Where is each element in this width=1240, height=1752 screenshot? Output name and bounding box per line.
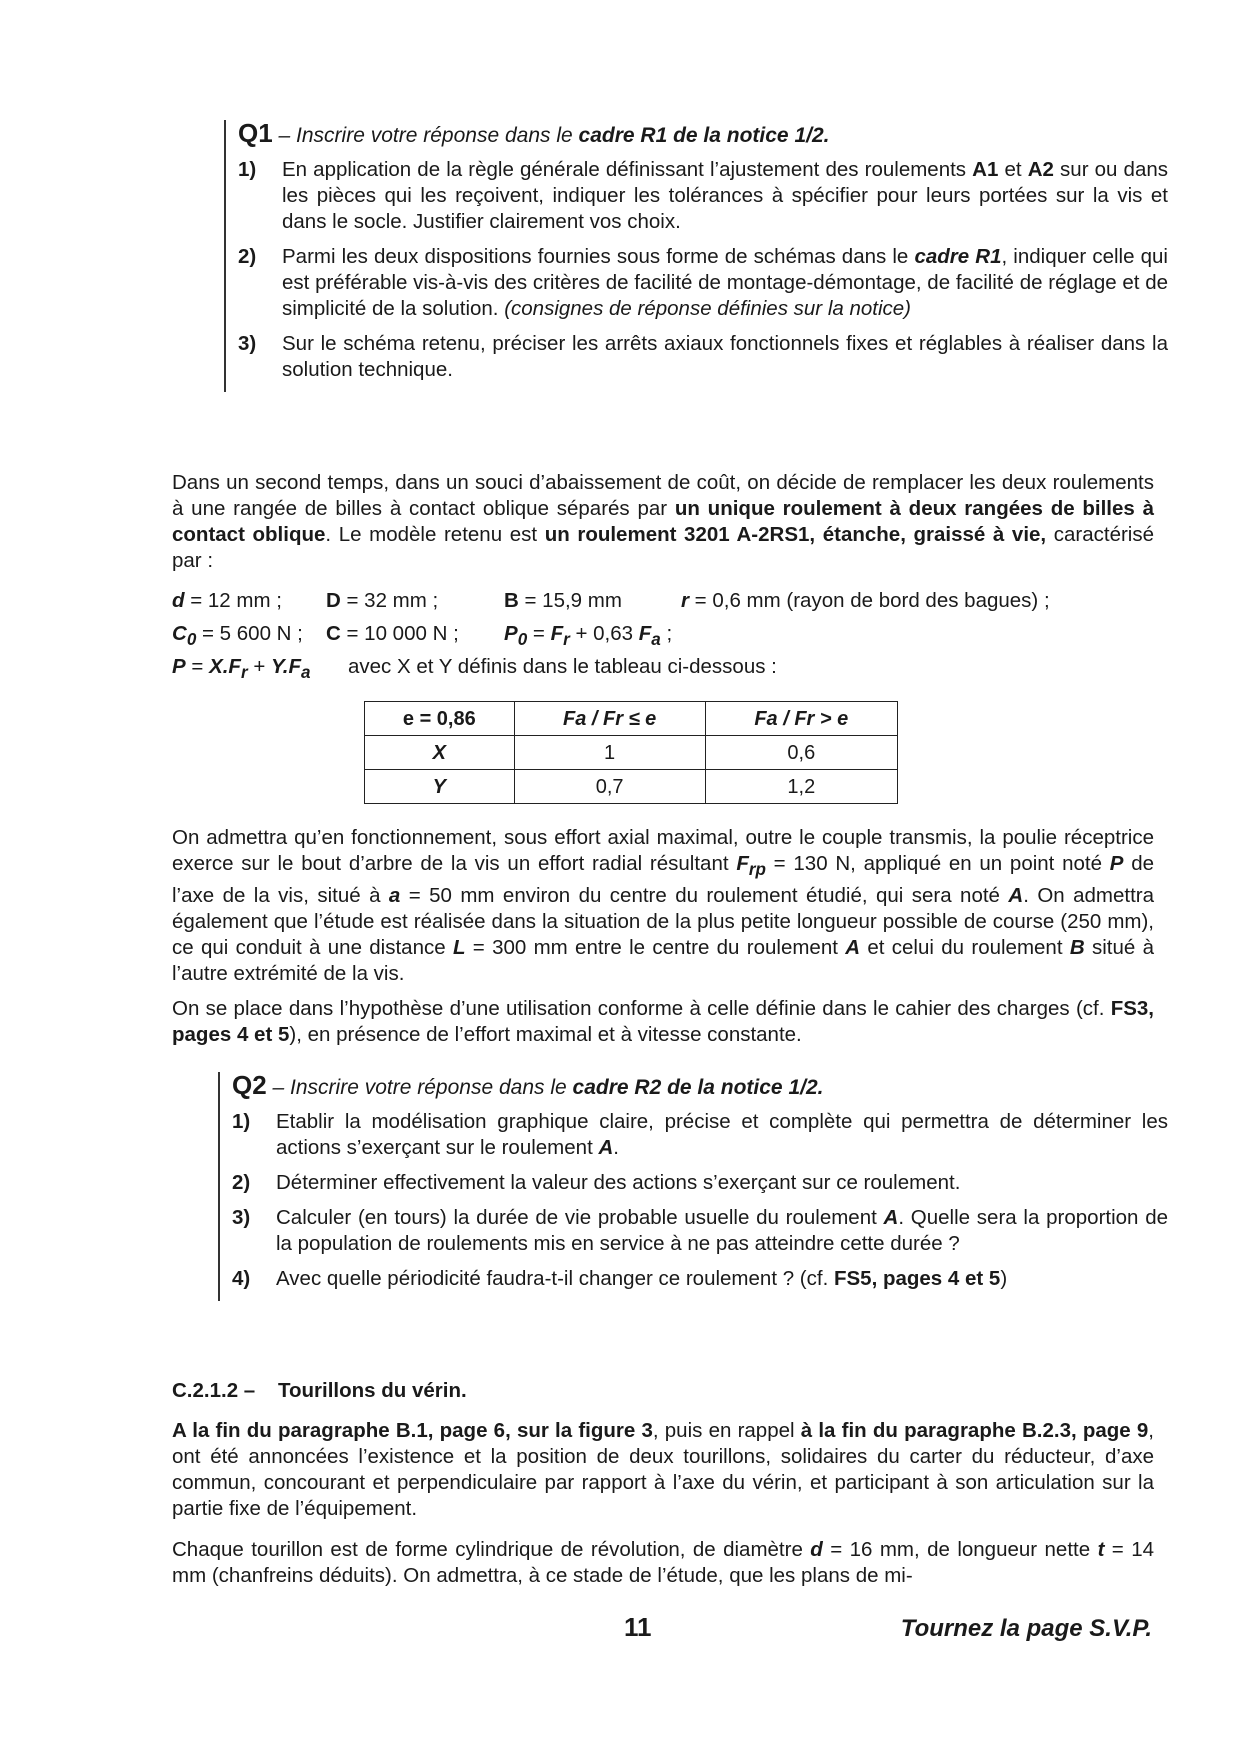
table-row bbox=[365, 770, 898, 804]
table-cell: 0,7 bbox=[514, 770, 705, 804]
q2-title: Q2 – Inscrire votre réponse dans le cadre R2 de la notice 1/2. bbox=[232, 1070, 824, 1100]
formula-row-dimensions: d = 12 mm ; D = 32 mm ; B = 15,9 mm r = 0,6 mm (rayon de bord des bagues) ; bbox=[172, 589, 1050, 612]
table-cell: X bbox=[365, 736, 515, 770]
paragraph-effort-radial: On admettra qu’en fonctionnement, sous effort axial maximal, outre le couple transmis, la poulie réceptrice exerce sur le bout d’arbre de la vis un effort radial résultant $F_{rp} = 130$ N, appliqué en un point noté P de l’axe de la vis, situé à a = 50 mm environ du centre du roulement étudié, qui sera noté A. On admettra également que l’étude est réalisée dans la situation de la plus petite longueur possible de course (250 mm), ce qui conduit à une distance L = 300 mm entre le centre du roulement A et celui du roulement B situé à l’autre extrémité de la vis. bbox=[172, 826, 1154, 986]
q1-number: Q1 bbox=[238, 118, 273, 148]
section-title: C.2.1.2 – Tourillons du vérin. bbox=[172, 1379, 467, 1402]
page-number: 11 bbox=[624, 1612, 652, 1642]
q1-item-1: 1) En application de la règle générale définissant l’ajustement des roulements A1 et A2 sur ou dans les pièces qui les reçoivent, indiquer les tolérances à spécifier pour leurs portées sur la vis et dans le socle. Justifier clairement vos choix. bbox=[238, 158, 1168, 233]
q1-item-2: 2) Parmi les deux dispositions fournies sous forme de schémas dans le cadre R1, indiquer celle qui est préférable vis-à-vis des critères de facilité de montage-démontage, de facilité de réglage et de simplicité de la solution. (consignes de réponse définies sur la notice) bbox=[238, 245, 1168, 320]
table-row bbox=[365, 736, 898, 770]
turn-page-note: Tournez la page S.V.P. bbox=[900, 1615, 1152, 1642]
formula-row-equivalent-load: $P = X.F_r + Y.F_a$ avec X et Y définis dans le tableau ci-dessous : bbox=[172, 655, 777, 683]
paragraph-roulement-unique: Dans un second temps, dans un souci d’abaissement de coût, on décide de remplacer les deux roulements à une rangée de billes à contact oblique séparés par un unique roulement à deux rangées de billes à contact oblique. Le modèle retenu est un roulement 3201 A-2RS1, étanche, graissé à vie, caractérisé par : bbox=[172, 471, 1155, 572]
table-header-cell: e = 0,86 bbox=[365, 702, 515, 736]
question-q2 bbox=[218, 1072, 1168, 1301]
table-header-cell: Fa / Fr > e bbox=[705, 702, 897, 736]
q2-number: Q2 bbox=[232, 1070, 267, 1100]
table-cell: 1,2 bbox=[705, 770, 897, 804]
q2-item-4: 4) Avec quelle périodicité faudra-t-il changer ce roulement ? (cf. FS5, pages 4 et 5) bbox=[232, 1267, 1008, 1290]
table-header-row bbox=[365, 702, 898, 736]
q1-item-3: 3) Sur le schéma retenu, préciser les arrêts axiaux fonctionnels fixes et réglables à réaliser dans la solution technique. bbox=[238, 332, 1168, 381]
table-cell: 0,6 bbox=[705, 736, 897, 770]
paragraph-forme-tourillon: Chaque tourillon est de forme cylindrique de révolution, de diamètre d = 16 mm, de longueur nette t = 14 mm (chanfreins déduits). On admettra, à ce stade de l’étude, que les plans de mi- bbox=[172, 1538, 1155, 1587]
q2-item-3: 3) Calculer (en tours) la durée de vie probable usuelle du roulement A. Quelle sera la proportion de la population de roulements mis en service à ne pas atteindre cette durée ? bbox=[232, 1206, 1168, 1255]
table-header-cell: Fa / Fr ≤ e bbox=[514, 702, 705, 736]
paragraph-tourillons: A la fin du paragraphe B.1, page 6, sur la figure 3, puis en rappel à la fin du paragraphe B.2.3, page 9, ont été annoncées l’existence et la position de deux tourillons, solidaires du carter du réducteur, d’axe commun, concourant et perpendiculaire par rapport à l’axe du vérin, et participant à son articulation sur la partie fixe de l’équipement. bbox=[172, 1419, 1154, 1520]
q1-title: Q1 – Inscrire votre réponse dans le cadre R1 de la notice 1/2. bbox=[238, 118, 830, 148]
paragraph-hypothese: On se place dans l’hypothèse d’une utilisation conforme à celle définie dans le cahier des charges (cf. FS3, pages 4 et 5), en présence de l’effort maximal et à vitesse constante. bbox=[172, 997, 1154, 1046]
q2-item-1: 1) Etablir la modélisation graphique claire, précise et complète qui permettra de déterminer les actions s’exerçant sur le roulement A. bbox=[232, 1110, 1168, 1159]
question-q1 bbox=[224, 120, 1168, 392]
table-cell: Y bbox=[365, 770, 515, 804]
coefficient-table bbox=[364, 701, 898, 804]
formula-row-charges: $C_0 = 5$ 600 N ; C = 10 000 N ; $P_0 = F_r + 0,63$ $F_a$ ; bbox=[172, 622, 673, 650]
q2-item-2: 2) Déterminer effectivement la valeur des actions s’exerçant sur ce roulement. bbox=[232, 1171, 961, 1194]
table-cell: 1 bbox=[514, 736, 705, 770]
